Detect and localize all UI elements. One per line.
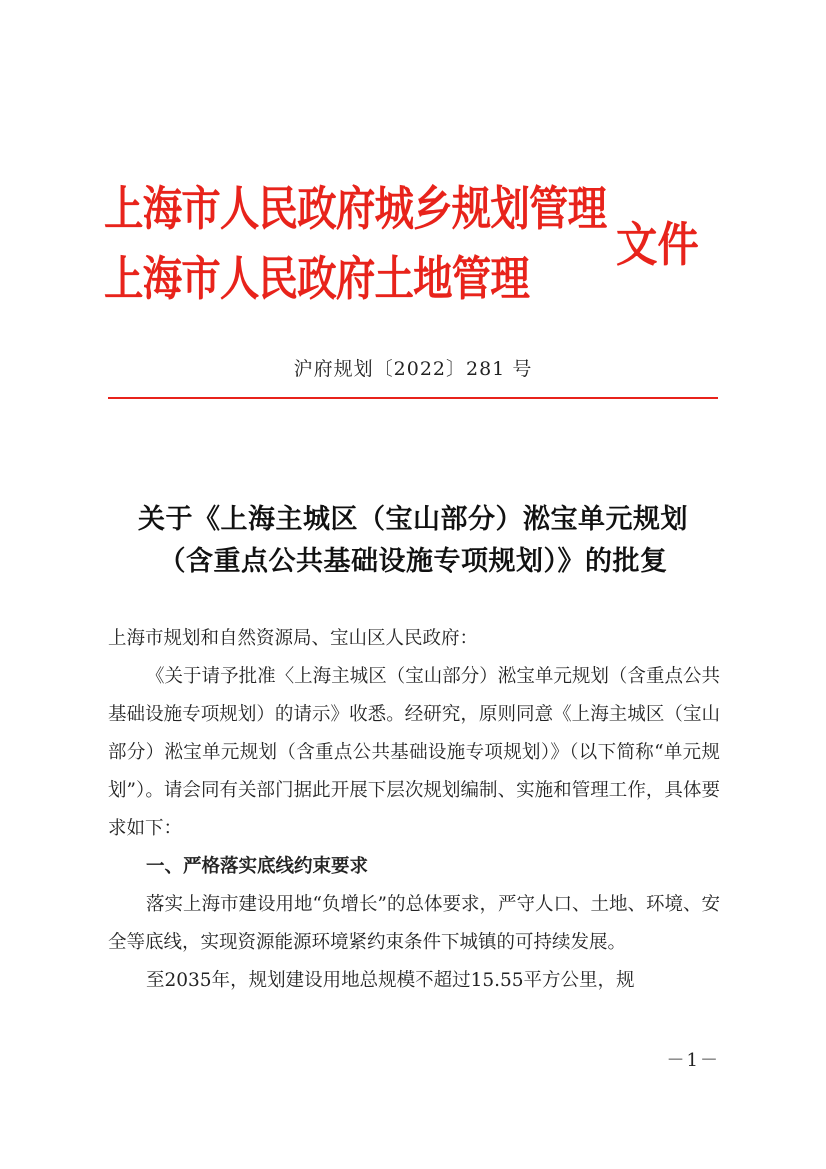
section-heading-1: 一、严格落实底线约束要求: [146, 856, 369, 877]
addressee: 上海市规划和自然资源局、宝山区人民政府：: [108, 628, 479, 649]
authority-line-land: 上海市人民政府土地管理: [104, 252, 530, 307]
red-separator-rule: [108, 397, 718, 399]
page-number: －1－: [666, 1050, 720, 1071]
title-line-1: 关于《上海主城区（宝山部分）淞宝单元规划: [138, 504, 688, 535]
body-paragraph-1: 《关于请予批准〈上海主城区（宝山部分）淞宝单元规划（含重点公共基础设施专项规划）的请示》收悉。经研究，原则同意《上海主城区（宝山部分）淞宝单元规划（含重点公共基础设施专项规划）》（以下简称“单元规划”）。请会同有关部门据此开展下层次规划编制、实施和管理工作，具体要求如下：: [108, 666, 720, 839]
issuing-authority-header: [104, 182, 724, 312]
document-type-label: 文件: [616, 218, 699, 273]
document-title: [0, 499, 826, 583]
document-body: [108, 620, 720, 1000]
authority-line-planning: 上海市人民政府城乡规划管理: [104, 182, 607, 237]
document-number: 沪府规划〔2022〕281 号: [293, 358, 533, 380]
title-line-2: （含重点公共基础设施专项规划）》的批复: [158, 546, 668, 577]
body-paragraph-3: 至2035年，规划建设用地总规模不超过15.55平方公里，规: [146, 970, 635, 991]
body-paragraph-2: 落实上海市建设用地“负增长”的总体要求，严守人口、土地、环境、安全等底线，实现资源能源环境紧约束条件下城镇的可持续发展。: [108, 894, 720, 953]
